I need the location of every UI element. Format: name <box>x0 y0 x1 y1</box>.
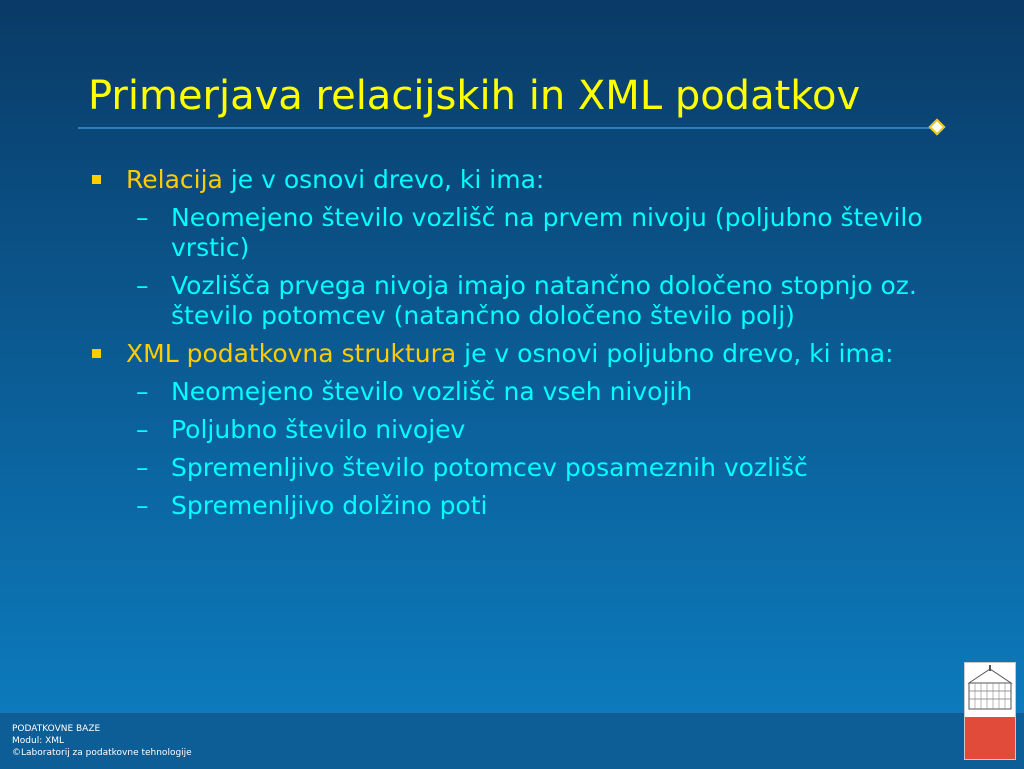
sub-item <box>90 271 970 331</box>
dash-bullet: – <box>136 271 149 300</box>
footer-text <box>12 723 192 759</box>
footer-copyright: ©Laboratorij za podatkovne tehnologije <box>12 748 192 758</box>
title-divider <box>78 127 938 129</box>
bullet-item <box>90 165 970 195</box>
dash-bullet: – <box>136 491 149 520</box>
dash-bullet: – <box>136 453 149 482</box>
sub-item <box>90 415 970 445</box>
sub-item <box>90 203 970 263</box>
bullet-text: je v osnovi drevo, ki ima: <box>222 165 545 194</box>
university-logo-icon <box>964 662 1016 760</box>
sub-item-text: Neomejeno število vozlišč na vseh nivojih <box>171 377 693 406</box>
footer-bar <box>0 712 1024 769</box>
bullet-item <box>90 339 970 369</box>
footer-module: Modul: XML <box>12 736 65 746</box>
bullet-highlight: Relacija <box>126 165 223 194</box>
sub-item-text: Spremenljivo število potomcev posameznih vozlišč <box>171 453 808 482</box>
square-bullet-icon <box>92 175 101 184</box>
footer-course: PODATKOVNE BAZE <box>12 724 101 734</box>
dash-bullet: – <box>136 415 149 444</box>
bullet-highlight: XML podatkovna struktura <box>126 339 457 368</box>
dash-bullet: – <box>136 203 149 232</box>
dash-bullet: – <box>136 377 149 406</box>
diamond-icon <box>929 119 946 136</box>
slide-title: Primerjava relacijskih in XML podatkov <box>88 73 861 119</box>
sub-item <box>90 453 970 483</box>
sub-item-text: Poljubno število nivojev <box>171 415 466 444</box>
sub-item <box>90 491 970 521</box>
slide-content <box>90 165 970 529</box>
sub-item <box>90 377 970 407</box>
sub-item-text: Spremenljivo dolžino poti <box>171 491 488 520</box>
sub-item-text: Vozlišča prvega nivoja imajo natančno določeno stopnjo oz. število potomcev (natančno določeno število polj) <box>171 271 917 330</box>
square-bullet-icon <box>92 349 101 358</box>
bullet-text: je v osnovi poljubno drevo, ki ima: <box>456 339 894 368</box>
sub-item-text: Neomejeno število vozlišč na prvem nivoju (poljubno število vrstic) <box>171 203 923 262</box>
